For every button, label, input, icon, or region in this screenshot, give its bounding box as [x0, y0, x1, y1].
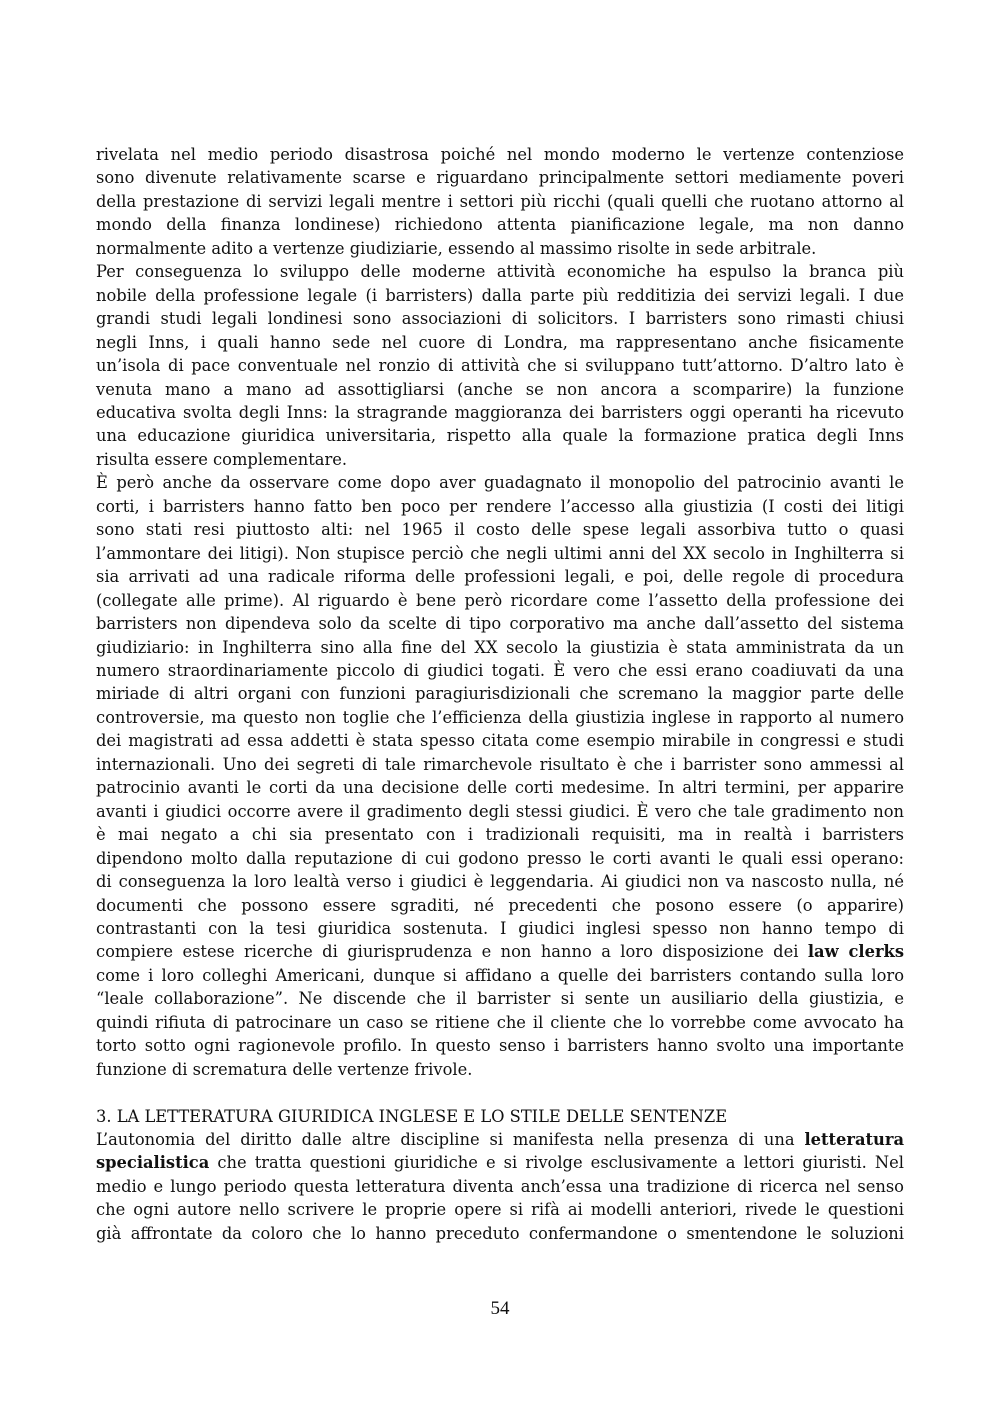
text-segment: compiere estese ricerche di giurisprudenza e non hanno a loro disposizione dei	[96, 942, 808, 962]
text-line: controversie, ma questo non toglie che l’efficienza della giustizia inglese in rapporto al numero	[96, 707, 904, 727]
text-line: sono stati resi piuttosto alti: nel 1965 il costo delle spese legali assorbiva tutto o quasi	[96, 520, 904, 540]
section-heading: 3. LA LETTERATURA GIURIDICA INGLESE E LO STILE DELLE SENTENZE	[96, 1106, 728, 1126]
text-line: rivelata nel medio periodo disastrosa poiché nel mondo moderno le vertenze contenziose	[96, 145, 904, 164]
bold-term: specialistica	[96, 1153, 210, 1173]
section	[96, 1105, 904, 1246]
text-line: miriade di altri organi con funzioni paragiurisdizionali che scremano la maggior parte delle	[96, 684, 904, 704]
text-line: come i loro colleghi Americani, dunque si affidano a quelle dei barristers contando sulla loro	[96, 965, 904, 985]
text-line: risulta essere complementare.	[96, 449, 348, 469]
text-line: dei magistrati ad essa addetti è stata spesso citata come esempio mirabile in congressi e studi	[96, 731, 904, 751]
text-line: della prestazione di servizi legali mentre i settori più ricchi (quali quelli che ruotano attorno al	[96, 191, 904, 211]
text-line: avanti i giudici occorre avere il gradimento degli stessi giudici. È vero che tale gradimento non	[96, 801, 904, 821]
text-line: sono divenute relativamente scarse e riguardano principalmente settori mediamente poveri	[96, 168, 904, 188]
text-line: è mai negato a chi sia presentato con i tradizionali requisiti, ma in realtà i barristers	[96, 825, 904, 845]
paragraph	[96, 471, 904, 1081]
text-line: di conseguenza la loro lealtà verso i giudici è leggendaria. Ai giudici non va nascosto nulla, né	[96, 872, 904, 892]
text-line: sia arrivati ad una radicale riforma delle professioni legali, e poi, delle regole di procedura	[96, 567, 904, 587]
text-segment: L’autonomia del diritto dalle altre discipline si manifesta nella presenza di una	[96, 1130, 805, 1150]
text-line: giudiziario: in Inghilterra sino alla fine del XX secolo la giustizia è stata amministrata da un	[96, 637, 904, 657]
text-line: negli Inns, i quali hanno sede nel cuore di Londra, ma rappresentano anche fisicamente	[96, 332, 904, 352]
text-line: medio e lungo periodo questa letteratura diventa anch’essa una tradizione di ricerca nel senso	[96, 1176, 904, 1196]
text-line: una educazione giuridica universitaria, rispetto alla quale la formazione pratica degli Inns	[96, 426, 904, 446]
text-line	[96, 1151, 904, 1174]
paragraph	[96, 260, 904, 471]
text-line: nobile della professione legale (i barristers) dalla parte più redditizia dei servizi legali. I due	[96, 285, 904, 305]
text-line: che ogni autore nello scrivere le proprie opere si rifà ai modelli anteriori, rivede le questioni	[96, 1200, 904, 1220]
text-line: mondo della finanza londinese) richiedono attenta pianificazione legale, ma non danno	[96, 215, 904, 235]
text-line: (collegate alle prime). Al riguardo è bene però ricordare come l’assetto della professione dei	[96, 590, 904, 610]
text-line: funzione di scrematura delle vertenze frivole.	[96, 1059, 473, 1079]
text-line: Per conseguenza lo sviluppo delle moderne attività economiche ha espulso la branca più	[96, 262, 904, 282]
text-line: dipendono molto dalla reputazione di cui godono presso le corti avanti le quali essi operano:	[96, 848, 904, 868]
page-number: 54	[490, 1298, 510, 1319]
text-line: internazionali. Uno dei segreti di tale rimarchevole risultato è che i barrister sono ammessi al	[96, 754, 904, 774]
text-segment: che tratta questioni giuridiche e si rivolge esclusivamente a lettori giuristi. Nel	[209, 1153, 904, 1173]
text-line: patrocinio avanti le corti da una decisione delle corti medesime. In altri termini, per apparire	[96, 778, 904, 798]
text-line: numero straordinariamente piccolo di giudici togati. È vero che essi erano coadiuvati da una	[96, 660, 904, 680]
text-line: quindi rifiuta di patrocinare un caso se ritiene che il cliente che lo vorrebbe come avvocato ha	[96, 1012, 904, 1032]
text-line: corti, i barristers hanno fatto ben poco per rendere l’accesso alla giustizia (I costi dei litigi	[96, 496, 904, 516]
text-line	[96, 1128, 904, 1151]
text-line: “leale collaborazione”. Ne discende che il barrister si sente un ausiliario della giustizia, e	[96, 989, 904, 1009]
bold-term: letteratura	[804, 1130, 904, 1150]
text-line: documenti che possono essere sgraditi, né precedenti che posono essere (o apparire)	[96, 895, 904, 915]
text-line	[96, 940, 904, 963]
text-line: normalmente adito a vertenze giudiziarie, essendo al massimo risolte in sede arbitrale.	[96, 238, 817, 258]
text-line: È però anche da osservare come dopo aver guadagnato il monopolio del patrocinio avanti le	[96, 473, 904, 493]
text-line: educativa svolta degli Inns: la stragrande maggioranza dei barristers oggi operanti ha ricevuto	[96, 402, 904, 422]
page-body	[96, 143, 904, 1245]
text-line: barristers non dipendeva solo da scelte di tipo corporativo ma anche dall’assetto del sistema	[96, 614, 904, 634]
text-line: l’ammontare dei litigi). Non stupisce perciò che negli ultimi anni del XX secolo in Inghilterra si	[96, 543, 904, 563]
text-line: grandi studi legali londinesi sono associazioni di solicitors. I barristers sono rimasti chiusi	[96, 309, 904, 329]
text-line: torto sotto ogni ragionevole profilo. In questo senso i barristers hanno svolto una importante	[96, 1036, 904, 1056]
paragraph	[96, 143, 904, 260]
text-line: già affrontate da coloro che lo hanno preceduto confermandone o smentendone le soluzioni	[96, 1223, 904, 1243]
paragraph-gap	[96, 1081, 904, 1104]
text-line: contrastanti con la tesi giuridica sostenuta. I giudici inglesi spesso non hanno tempo di	[96, 918, 904, 938]
text-line: un’isola di pace conventuale nel ronzio di attività che si sviluppano tutt’attorno. D’altro lato è	[96, 356, 904, 376]
text-line: venuta mano a mano ad assottigliarsi (anche se non ancora a scomparire) la funzione	[96, 379, 904, 399]
bold-term: law clerks	[807, 942, 904, 962]
